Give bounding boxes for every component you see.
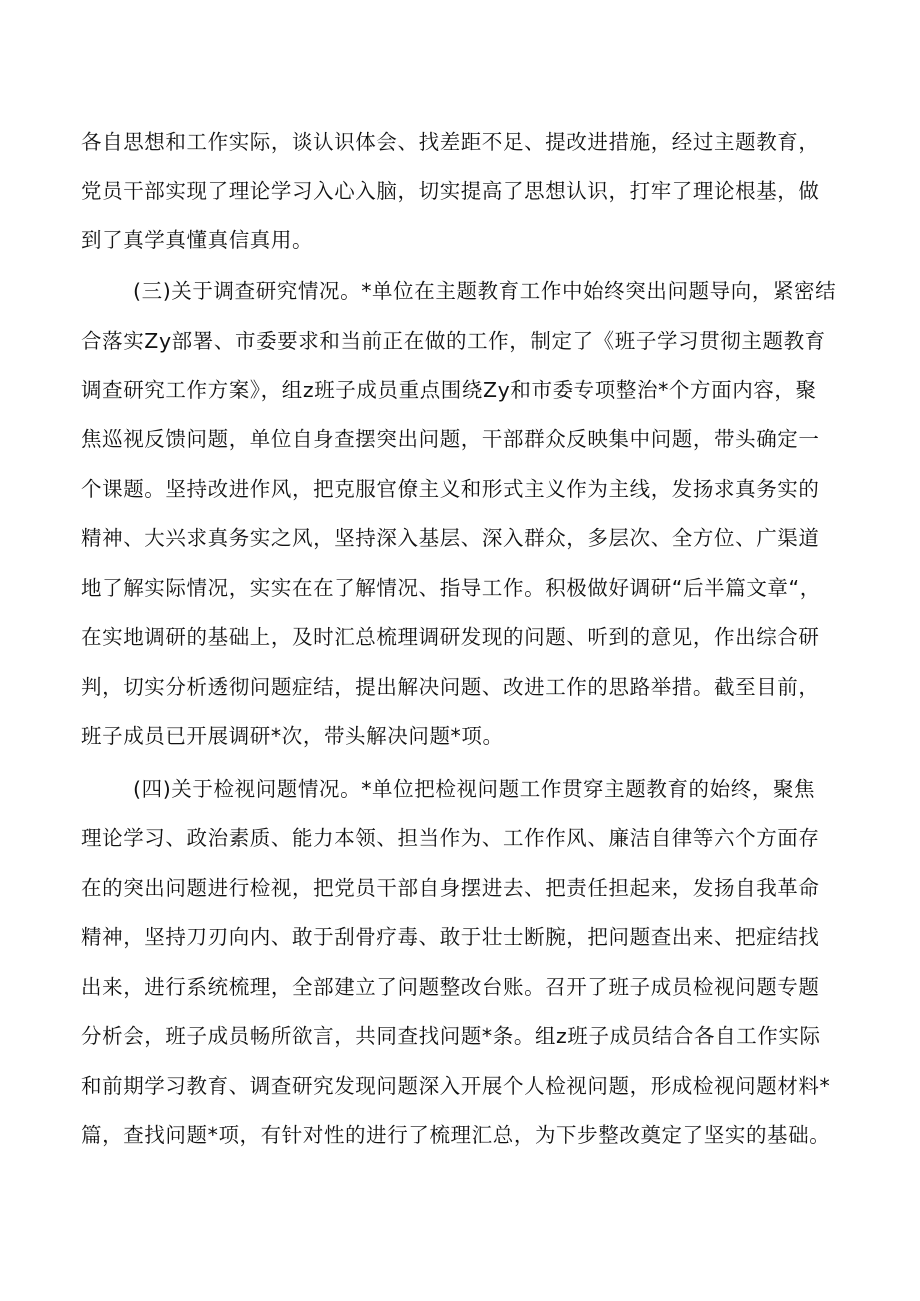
paragraph-heading-4: (四)关于检视问题情况。*单位把检视问题工作贯穿主题教育的始终，聚焦 [133,777,816,801]
text-line: 分析会，班子成员畅所欲言，共同查找问题*条。组z班子成员结合各自工作实际 [81,1024,821,1048]
text-line: 调查研究工作方案》，组z班子成员重点围绕Zy和市委专项整治*个方面内容，聚 [81,378,817,402]
text-line: 党员干部实现了理论学习入心入脑，切实提高了思想认识，打牢了理论根基，做 [81,179,820,203]
text-line: 到了真学真懂真信真用。 [81,228,314,252]
text-line: 篇，查找问题*项，有针对性的进行了梳理汇总，为下步整改奠定了坚实的基础。 [81,1123,831,1147]
text-line: 精神、大兴求真务实之风，坚持深入基层、深入群众，多层次、全方位、广渠道 [81,526,820,550]
text-line: 在实地调研的基础上，及时汇总梳理调研发现的问题、听到的意见，作出综合研 [81,625,820,649]
text-line: 判，切实分析透彻问题症结，提出解决问题、改进工作的思路举措。截至目前， [81,675,820,699]
paragraph-heading-3: (三)关于调查研究情况。*单位在主题教育工作中始终突出问题导向，紧密结 [133,279,837,303]
text-line: 精神，坚持刀刃向内、敢于刮骨疗毒、敢于壮士断腕，把问题查出来、把症结找 [81,925,820,949]
text-line: 合落实Zy部署、市委要求和当前正在做的工作，制定了《班子学习贯彻主题教育 [81,329,826,353]
text-line: 个课题。坚持改进作风，把克服官僚主义和形式主义作为主线，发扬求真务实的 [81,477,820,501]
text-line: 出来，进行系统梳理，全部建立了问题整改台账。召开了班子成员检视问题专题 [81,975,820,999]
text-line: 各自思想和工作实际，谈认识体会、找差距不足、提改进措施，经过主题教育， [81,130,820,154]
text-line: 和前期学习教育、调查研究发现问题深入开展个人检视问题，形成检视问题材料* [81,1074,831,1098]
text-line: 在的突出问题进行检视，把党员干部自身摆进去、把责任担起来，发扬自我革命 [81,876,820,900]
text-line: 地了解实际情况，实实在在了解情况、指导工作。积极做好调研“后半篇文章“， [81,576,821,600]
text-line: 班子成员已开展调研*次，带头解决问题*项。 [81,724,504,748]
text-line: 理论学习、政治素质、能力本领、担当作为、工作作风、廉洁自律等六个方面存 [81,826,820,850]
text-line: 焦巡视反馈问题，单位自身查摆突出问题，干部群众反映集中问题，带头确定一 [81,427,820,451]
